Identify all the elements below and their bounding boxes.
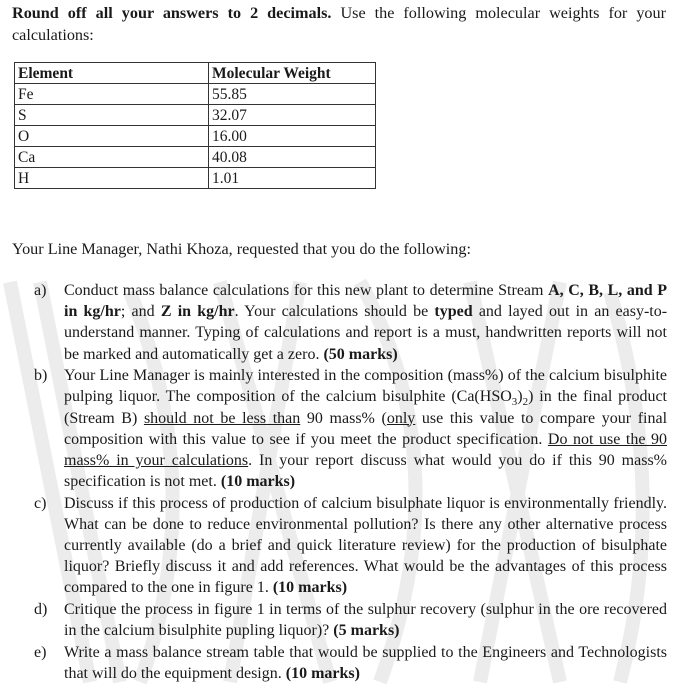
molecular-weights-instruction: Use the following molecular weights for your calculations: (12, 4, 666, 44)
task-marks: (5 marks) (333, 622, 400, 640)
task-list (34, 280, 667, 684)
task-marks: (50 marks) (323, 345, 398, 363)
table-row (15, 84, 376, 105)
task-emphasis: Z in kg/hr (160, 303, 235, 321)
task-text: ) in the final product (Stream B) (64, 388, 667, 427)
table-row (15, 105, 376, 126)
molecular-weight-table (14, 62, 376, 189)
instructions-paragraph (12, 2, 666, 46)
table-row (15, 147, 376, 168)
task-text: ; and (120, 303, 161, 321)
weight-cell: 40.08 (209, 147, 376, 168)
underlined-text: only (386, 409, 416, 427)
table-row (15, 126, 376, 147)
task-item-a (34, 280, 667, 365)
task-marker: c) (34, 494, 47, 512)
task-text: 90 mass% ( (300, 409, 387, 427)
weight-cell: 55.85 (209, 84, 376, 105)
task-item-d (34, 599, 667, 641)
task-marks: (10 marks) (285, 664, 360, 682)
task-text: Conduct mass balance calculations for this new plant to determine Stream (64, 282, 549, 299)
element-cell: S (15, 105, 209, 126)
subscript: 3 (511, 396, 518, 409)
column-header-molecular-weight: Molecular Weight (209, 63, 376, 84)
task-item-b (34, 365, 667, 492)
task-marker: d) (34, 600, 48, 618)
rounding-instruction: Round off all your answers to 2 decimals. (12, 4, 332, 22)
task-item-c (34, 493, 667, 599)
task-text: Critique the process in figure 1 in terms of the sulphur recovery (sulphur in the ore recovered in the calcium bisulphite pupling liquor)? (64, 600, 667, 640)
underlined-text: should not be less than (143, 409, 301, 427)
weight-cell: 32.07 (209, 105, 376, 126)
line-manager-request: Your Line Manager, Nathi Khoza, requested that you do the following: (12, 240, 471, 258)
element-cell: Ca (15, 147, 209, 168)
task-marks: (10 marks) (220, 473, 296, 491)
task-text: Your Line Manager is mainly interested in the composition (mass%) of the calcium bisulphite pulping liquor. The composition of the calcium bisulphite (Ca(HSO (64, 367, 667, 406)
task-text: use this value to compare your final composition with this value to see if you meet the product specification. (64, 409, 668, 448)
column-header-element: Element (15, 63, 209, 84)
underlined-text: Do not use the 90 mass% in your calculations (64, 430, 668, 469)
task-emphasis: typed (434, 303, 473, 321)
task-text: Write a mass balance stream table that would be supplied to the Engineers and Technologists that will do the equipment design. (64, 643, 667, 682)
task-item-e (34, 642, 667, 684)
task-text: Discuss if this process of production of calcium bisulphate liquor is environmentally friendly. What can be done to reduce environmental pollution? Is there any other alternative process currently available (do a brief and quick literature review) for the production of bisulphate liquor? Briefly discuss it and add references. What would be the advantages of this process compared to the one in figure 1. (64, 494, 667, 597)
table-header-row (15, 63, 376, 84)
task-text: ) (517, 388, 523, 406)
task-marker: b) (34, 367, 48, 385)
subscript: 2 (522, 396, 529, 409)
task-marks: (10 marks) (272, 579, 348, 597)
element-cell: Fe (15, 84, 209, 105)
weight-cell: 16.00 (209, 126, 376, 147)
element-cell: O (15, 126, 209, 147)
task-emphasis: A, C, B, L, and P in kg/hr (64, 282, 668, 321)
task-marker: e) (34, 643, 47, 661)
task-text: . In your report discuss what would you do if this 90 mass% specification is not met. (64, 451, 668, 491)
task-marker: a) (34, 282, 47, 299)
weight-cell: 1.01 (209, 168, 376, 189)
task-text: and layed out in an easy-to-understand manner. Typing of calculations and report is a must, handwritten reports will not be marked and automatically get a zero. (64, 303, 668, 363)
task-text: . Your calculations should be (234, 303, 435, 321)
table-row (15, 168, 376, 189)
element-cell: H (15, 168, 209, 189)
